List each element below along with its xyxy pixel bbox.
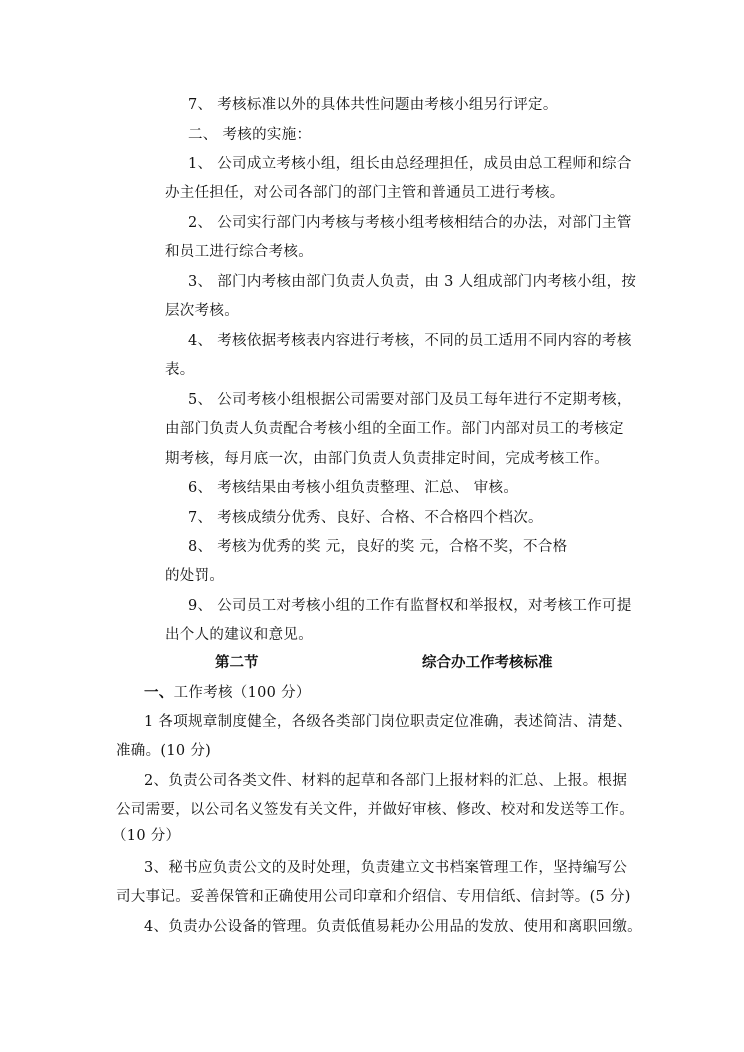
- text-line: 2、 公司实行部门内考核与考核小组考核相结合的办法，对部门主管: [188, 215, 632, 231]
- text-line: 司大事记。妥善保管和正确使用公司印章和介绍信、专用信纸、信封等。(5 分): [116, 889, 631, 905]
- text-line: 4、 考核依据考核表内容进行考核，不同的员工适用不同内容的考核: [188, 333, 632, 349]
- text-line: 6、 考核结果由考核小组负责整理、汇总、 审核。: [188, 480, 519, 496]
- text-line: 表。: [165, 362, 195, 378]
- text-line: 1、 公司成立考核小组，组长由总经理担任，成员由总工程师和综合: [188, 156, 632, 172]
- text-line: 层次考核。: [165, 303, 239, 319]
- text-line: 公司需要，以公司名义签发有关文件，并做好审核、修改、校对和发送等工作。: [116, 802, 634, 818]
- text-line: （10 分）: [112, 828, 181, 844]
- text-line: 7、 考核标准以外的具体共性问题由考核小组另行评定。: [188, 97, 558, 113]
- subheading-implementation: 二、 考核的实施：: [188, 127, 312, 143]
- text-line: 4、负责办公设备的管理。负责低值易耗办公用品的发放、使用和离职回缴。: [144, 919, 642, 935]
- text-line: 出个人的建议和意见。: [165, 627, 313, 643]
- text-line: 1 各项规章制度健全，各级各类部门岗位职责定位准确，表述简洁、清楚、: [144, 714, 633, 730]
- text-line: 5、 公司考核小组根据公司需要对部门及员工每年进行不定期考核，: [188, 392, 632, 408]
- text-line: 准确。(10 分): [116, 743, 212, 759]
- text-line: 3、 部门内考核由部门负责人负责，由 3 人组成部门内考核小组，按: [188, 274, 637, 290]
- section-number: 第二节: [215, 655, 259, 671]
- text-line: 办主任担任，对公司各部门的部门主管和普通员工进行考核。: [165, 185, 565, 201]
- part-heading-number: 一、: [144, 685, 174, 701]
- section-title: 综合办工作考核标准: [422, 655, 553, 671]
- text-line: 9、 公司员工对考核小组的工作有监督权和举报权，对考核工作可提: [188, 598, 632, 614]
- text-line: 8、 考核为优秀的奖 元，良好的奖 元，合格不奖，不合格: [188, 539, 568, 555]
- text-line: 和员工进行综合考核。: [165, 244, 313, 260]
- text-line: 的处罚。: [165, 568, 225, 584]
- text-line: 由部门负责人负责配合考核小组的全面工作。部门内部对员工的考核定: [165, 421, 624, 437]
- text-line: 2、负责公司各类文件、材料的起草和各部门上报材料的汇总、上报。根据: [144, 773, 628, 789]
- text-line: 期考核，每月底一次，由部门负责人负责排定时间，完成考核工作。: [165, 451, 609, 467]
- text-line: 7、 考核成绩分优秀、良好、合格、不合格四个档次。: [188, 510, 543, 526]
- text-line: 3、秘书应负责公文的及时处理，负责建立文书档案管理工作，坚持编写公: [144, 860, 628, 876]
- part-heading: [144, 684, 311, 702]
- part-heading-text: 工作考核（100 分）: [173, 685, 311, 701]
